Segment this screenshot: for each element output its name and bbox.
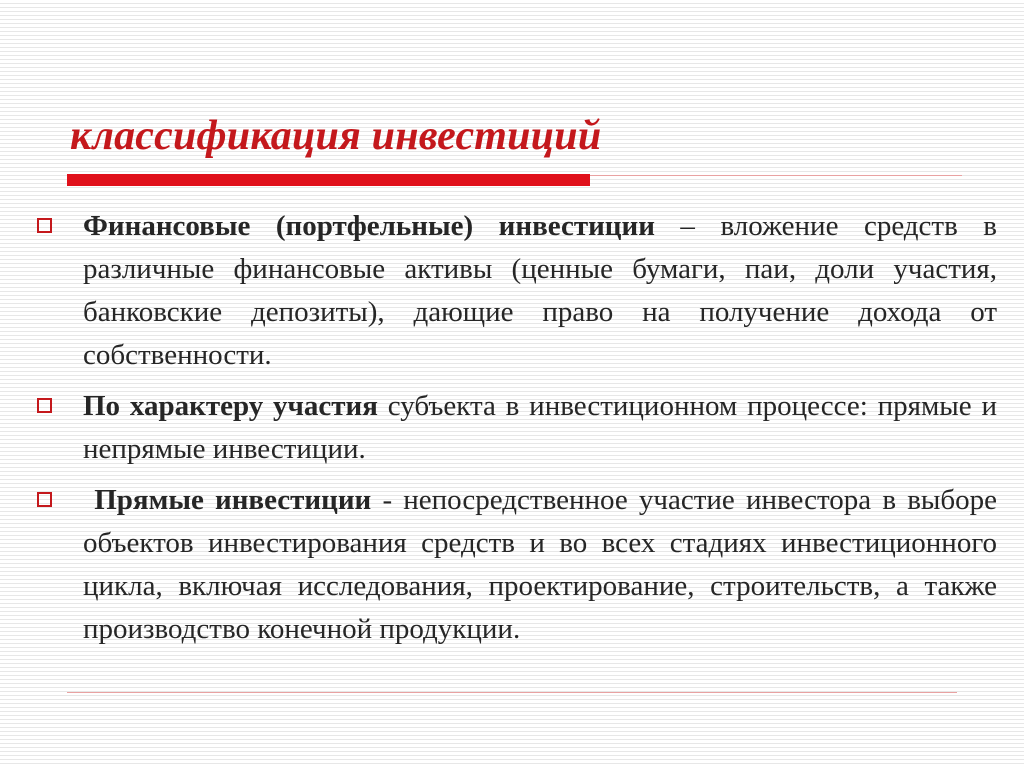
slide-title: классификация инвестиций (70, 113, 602, 159)
bullet-item-direct-investments (35, 479, 997, 651)
hollow-square-bullet-icon (37, 398, 52, 413)
hollow-square-bullet-icon (37, 492, 52, 507)
title-underline-bar (67, 174, 590, 186)
footer-rule (67, 692, 957, 693)
bullet-term: Прямые инвестиции (94, 484, 372, 516)
title-underline-rule (590, 175, 962, 176)
bullet-text (83, 210, 997, 371)
bullet-definition: - непосредственное участие инвестора в выборе объектов инвестирования средств и во всех стадиях инвестиционного цикла, включая исследования, проектирование, строительств, а также производство конечной продукции. (83, 484, 997, 645)
bullet-term: Финансовые (портфельные) инвестиции (83, 210, 655, 242)
bullet-text (83, 484, 997, 645)
bullet-definition: субъекта в инвестиционном процессе: прямые и непрямые инвестиции. (83, 390, 997, 465)
bullet-text (83, 390, 997, 465)
bullet-item-financial-investments (35, 205, 997, 377)
bullet-list (35, 205, 997, 659)
bullet-definition: – вложение средств в различные финансовые активы (ценные бумаги, паи, доли участия, банковские депозиты), дающие право на получение дохода от собственности. (83, 210, 997, 371)
bullet-item-participation-type (35, 385, 997, 471)
bullet-term: По характеру участия (83, 390, 378, 422)
hollow-square-bullet-icon (37, 218, 52, 233)
